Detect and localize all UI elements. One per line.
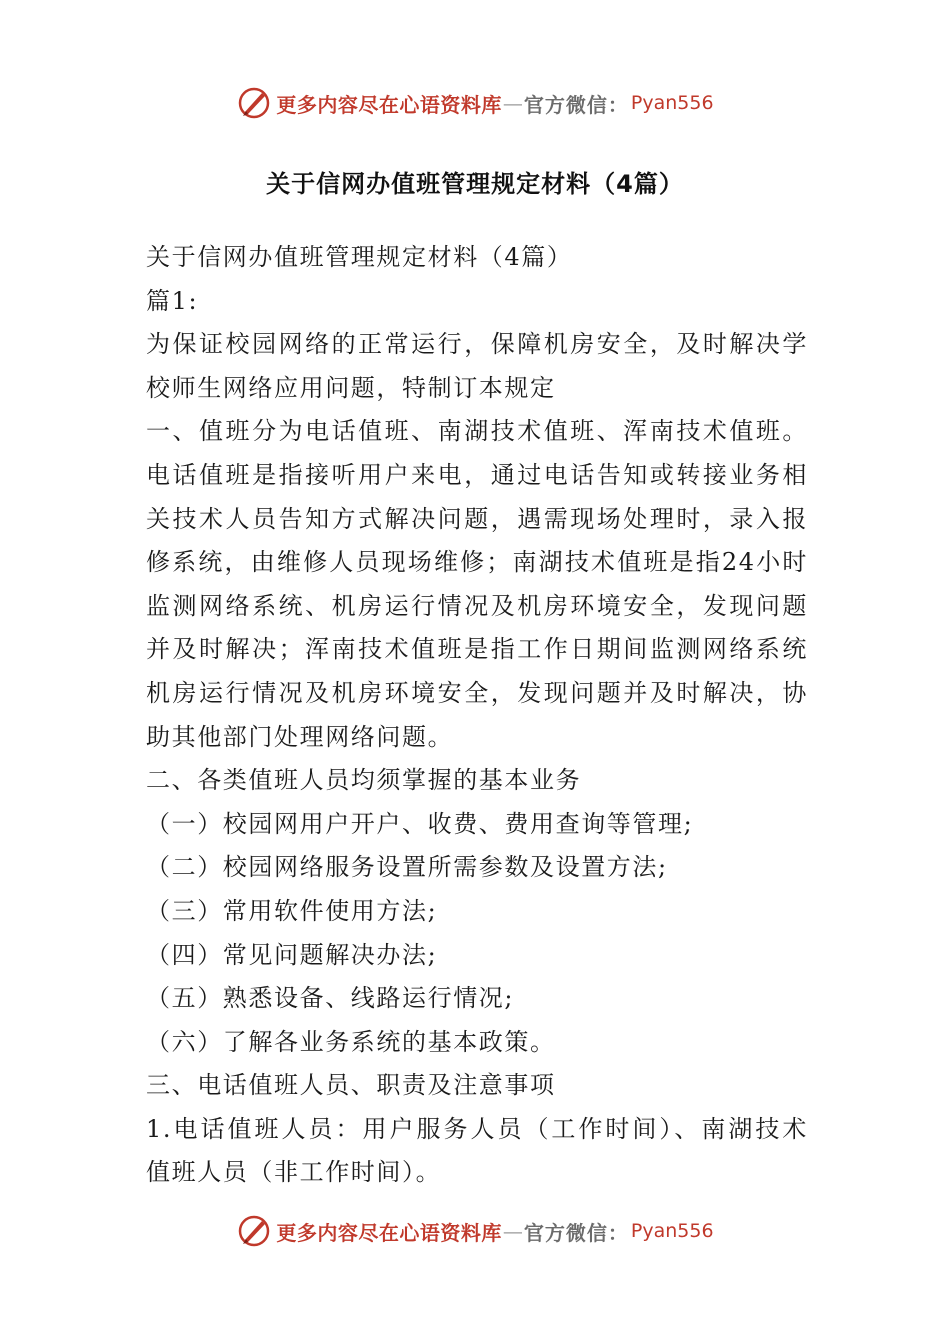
- quill-circle-icon: [236, 1213, 272, 1249]
- body-paragraph: 二、各类值班人员均须掌握的基本业务: [146, 766, 582, 795]
- body-paragraph: 一、值班分为电话值班、南湖技术值班、浑南技术值班。: [146, 417, 808, 446]
- body-paragraph: 校师生网络应用问题，特制订本规定: [146, 373, 556, 402]
- banner-separator: —: [502, 1219, 523, 1243]
- document-body: [146, 236, 808, 1195]
- body-paragraph: （三）常用软件使用方法;: [146, 896, 438, 925]
- site-name: 更多内容尽在心语资料库: [276, 1220, 502, 1245]
- body-paragraph: 篇1:: [146, 286, 199, 315]
- wechat-id: Pyan556: [630, 1220, 714, 1242]
- body-paragraph: 修系统，由维修人员现场维修；南湖技术值班是指24小时: [146, 548, 808, 577]
- site-name: 更多内容尽在心语资料库: [276, 92, 502, 117]
- body-paragraph: 机房运行情况及机房环境安全，发现问题并及时解决，协: [146, 678, 808, 707]
- body-paragraph: （五）熟悉设备、线路运行情况;: [146, 984, 515, 1013]
- body-paragraph: （一）校园网用户开户、收费、费用查询等管理;: [146, 809, 694, 838]
- body-paragraph: 关技术人员告知方式解决问题，遇需现场处理时，录入报: [146, 504, 808, 533]
- body-paragraph: 1.电话值班人员：用户服务人员（工作时间）、南湖技术: [146, 1114, 808, 1143]
- body-paragraph: 电话值班是指接听用户来电，通过电话告知或转接业务相: [146, 460, 808, 489]
- body-paragraph: （二）校园网络服务设置所需参数及设置方法;: [146, 853, 668, 882]
- body-paragraph: （四）常见问题解决办法;: [146, 940, 438, 969]
- body-paragraph: 助其他部门处理网络问题。: [146, 722, 454, 751]
- footer-watermark-banner: [0, 1211, 950, 1251]
- document-title: 关于信网办值班管理规定材料（4篇）: [266, 170, 684, 198]
- body-paragraph: 关于信网办值班管理规定材料（4篇）: [146, 243, 573, 271]
- header-watermark-banner: [0, 83, 950, 123]
- wechat-label: 官方微信：: [523, 1220, 629, 1245]
- body-paragraph: （六）了解各业务系统的基本政策。: [146, 1027, 556, 1056]
- banner-separator: —: [502, 91, 523, 115]
- body-paragraph: 值班人员（非工作时间）。: [146, 1158, 442, 1187]
- body-paragraph: 三、电话值班人员、职责及注意事项: [146, 1071, 556, 1100]
- wechat-id: Pyan556: [630, 92, 714, 114]
- quill-circle-icon: [236, 85, 272, 121]
- body-paragraph: 并及时解决；浑南技术值班是指工作日期间监测网络系统: [146, 635, 808, 664]
- body-paragraph: 为保证校园网络的正常运行，保障机房安全，及时解决学: [146, 330, 808, 359]
- body-paragraph: 监测网络系统、机房运行情况及机房环境安全，发现问题: [146, 591, 808, 620]
- wechat-label: 官方微信：: [523, 92, 629, 117]
